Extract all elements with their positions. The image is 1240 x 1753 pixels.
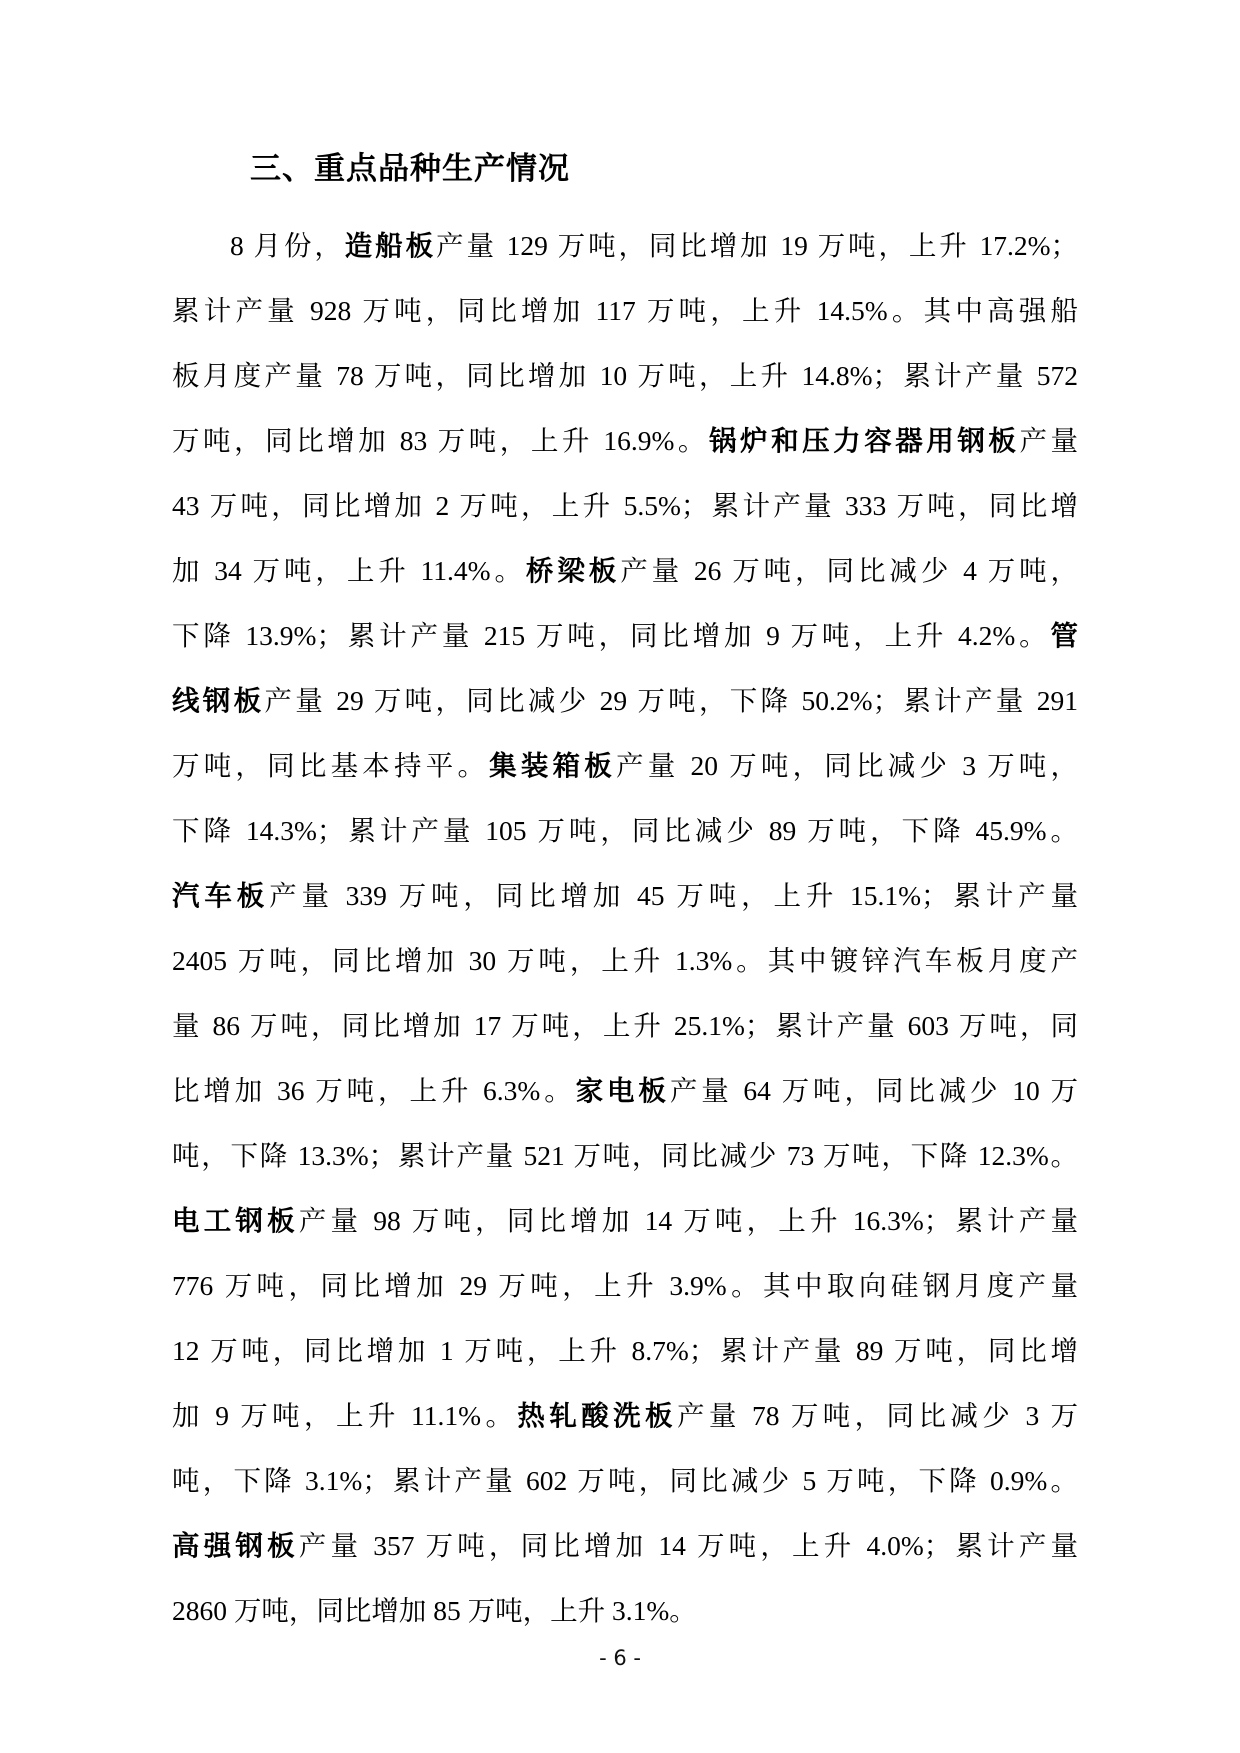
paragraph-line (172, 1513, 1078, 1578)
text-run: 产量 78 万吨，同比减少 3 万 (676, 1400, 1079, 1431)
paragraph-line (172, 798, 1078, 863)
paragraph-line (172, 668, 1078, 733)
emphasized-term: 管 (1050, 620, 1078, 651)
paragraph-line (172, 408, 1078, 473)
text-run: 吨，下降 13.3%；累计产量 521 万吨，同比减少 73 万吨，下降 12.3%。 (172, 1140, 1078, 1171)
text-run: 8 月份， (230, 230, 345, 261)
body-paragraph (172, 213, 1078, 1643)
text-run: 万吨，同比增加 83 万吨，上升 16.9%。 (172, 425, 709, 456)
paragraph-line (172, 343, 1078, 408)
paragraph-line (172, 993, 1078, 1058)
text-run: 产量 129 万吨，同比增加 19 万吨，上升 17.2%； (436, 230, 1079, 261)
emphasized-term: 造船板 (344, 230, 437, 261)
text-run: 2860 万吨，同比增加 85 万吨，上升 3.1%。 (172, 1595, 697, 1626)
paragraph-line (172, 1188, 1078, 1253)
paragraph-line (172, 1578, 1078, 1643)
text-run: 加 9 万吨，上升 11.1%。 (172, 1400, 518, 1431)
emphasized-term: 家电板 (575, 1075, 670, 1106)
text-run: 累计产量 928 万吨，同比增加 117 万吨，上升 14.5%。其中高强船 (172, 295, 1078, 326)
text-run: 产量 339 万吨，同比增加 45 万吨，上升 15.1%；累计产量 (269, 880, 1079, 911)
emphasized-term: 汽车板 (172, 880, 270, 911)
text-run: 板月度产量 78 万吨，同比增加 10 万吨，上升 14.8%；累计产量 572 (172, 360, 1078, 391)
section-heading: 三、重点品种生产情况 (250, 151, 570, 186)
text-run: 产量 20 万吨，同比减少 3 万吨， (616, 750, 1079, 781)
text-run: 产量 29 万吨，同比减少 29 万吨，下降 50.2%；累计产量 291 (264, 685, 1079, 716)
text-run: 下降 14.3%；累计产量 105 万吨，同比减少 89 万吨，下降 45.9%。 (172, 815, 1078, 846)
page-number: - 6 - (599, 1646, 641, 1670)
text-run: 776 万吨，同比增加 29 万吨，上升 3.9%。其中取向硅钢月度产量 (172, 1270, 1078, 1301)
paragraph-line (172, 1253, 1078, 1318)
text-run: 加 34 万吨，上升 11.4%。 (172, 555, 526, 586)
text-run: 产量 64 万吨，同比减少 10 万 (669, 1075, 1079, 1106)
emphasized-term: 锅炉和压力容器用钢板 (708, 425, 1020, 456)
paragraph-line (172, 278, 1078, 343)
text-run: 2405 万吨，同比增加 30 万吨，上升 1.3%。其中镀锌汽车板月度产 (172, 945, 1078, 976)
emphasized-term: 电工钢板 (172, 1205, 299, 1236)
text-run: 万吨，同比基本持平。 (172, 750, 490, 781)
emphasized-term: 桥梁板 (525, 555, 621, 586)
paragraph-line (172, 1058, 1078, 1123)
paragraph-line (172, 928, 1078, 993)
text-run: 量 86 万吨，同比增加 17 万吨，上升 25.1%；累计产量 603 万吨，同 (172, 1010, 1078, 1041)
paragraph-line (172, 603, 1078, 668)
paragraph-line (172, 1383, 1078, 1448)
text-run: 吨，下降 3.1%；累计产量 602 万吨，同比减少 5 万吨，下降 0.9%。 (172, 1465, 1078, 1496)
paragraph-line (172, 473, 1078, 538)
paragraph-line (172, 213, 1078, 278)
paragraph-line (172, 733, 1078, 798)
text-run: 43 万吨，同比增加 2 万吨，上升 5.5%；累计产量 333 万吨，同比增 (172, 490, 1078, 521)
emphasized-term: 集装箱板 (489, 750, 617, 781)
paragraph-line (172, 1123, 1078, 1188)
text-run: 下降 13.9%；累计产量 215 万吨，同比增加 9 万吨，上升 4.2%。 (172, 620, 1051, 651)
text-run: 比增加 36 万吨，上升 6.3%。 (172, 1075, 576, 1106)
text-run: 产量 98 万吨，同比增加 14 万吨，上升 16.3%；累计产量 (298, 1205, 1079, 1236)
text-run: 产量 357 万吨，同比增加 14 万吨，上升 4.0%；累计产量 (298, 1530, 1079, 1561)
text-run: 产量 (1019, 425, 1079, 456)
paragraph-line (172, 538, 1078, 603)
paragraph-line (172, 863, 1078, 928)
emphasized-term: 线钢板 (172, 685, 265, 716)
text-run: 12 万吨，同比增加 1 万吨，上升 8.7%；累计产量 89 万吨，同比增 (172, 1335, 1078, 1366)
emphasized-term: 高强钢板 (172, 1530, 299, 1561)
paragraph-line (172, 1318, 1078, 1383)
emphasized-term: 热轧酸洗板 (517, 1400, 677, 1431)
paragraph-line (172, 1448, 1078, 1513)
text-run: 产量 26 万吨，同比减少 4 万吨， (620, 555, 1079, 586)
